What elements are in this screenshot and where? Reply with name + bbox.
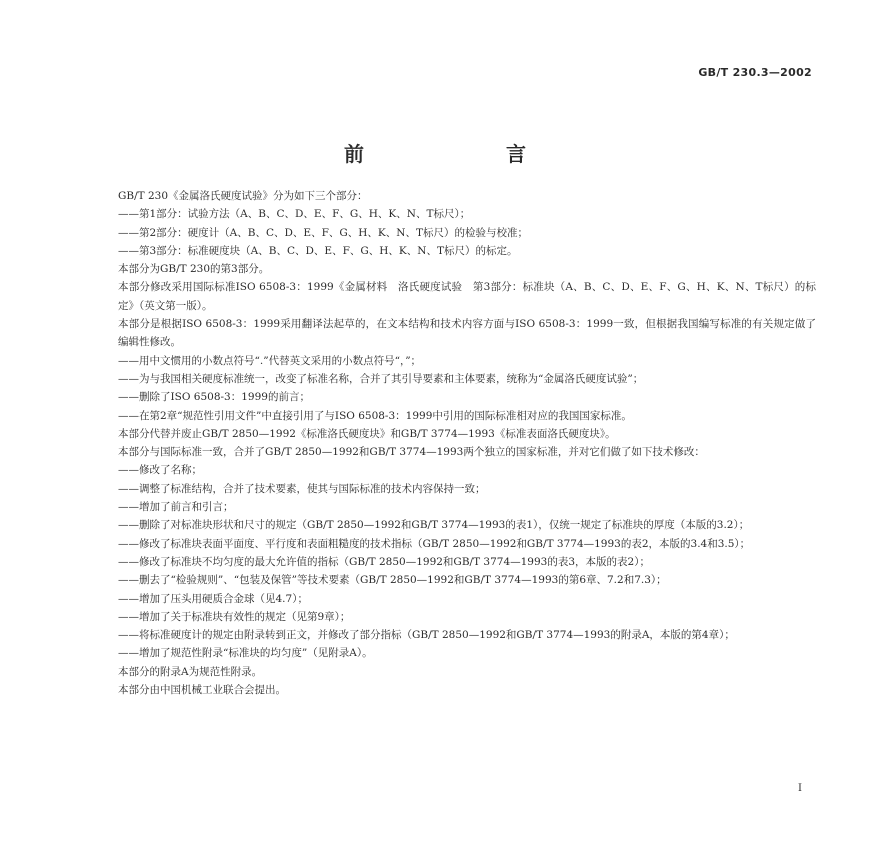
list-item: ——删除了ISO 6508-3：1999的前言； bbox=[118, 391, 310, 404]
list-item: ——为与我国相关硬度标准统一，改变了标准名称，合并了其引导要素和主体要素，统称为“金属洛氏硬度试验”； bbox=[118, 372, 644, 385]
list-item: ——在第2章“规范性引用文件”中直接引用了与ISO 6508-3：1999中引用的国际标准相对应的我国国家标准。 bbox=[118, 409, 632, 422]
list-item: ——修改了标准块不均匀度的最大允许值的指标（GB/T 2850—1992和GB/T 3774—1993的表3，本版的表2）； bbox=[118, 555, 650, 568]
list-item: ——增加了压头用硬质合金球（见4.7）； bbox=[118, 592, 308, 605]
paragraph: GB/T 230《金属洛氏硬度试验》分为如下三个部分： bbox=[118, 190, 368, 202]
list-item: ——删除了对标准块形状和尺寸的规定（GB/T 2850—1992和GB/T 3774—1993的表1），仅统一规定了标准块的厚度（本版的3.2）； bbox=[118, 519, 750, 532]
list-item: ——删去了“检验规则”、“包装及保管”等技术要素（GB/T 2850—1992和GB/T 3774—1993的第6章、7.2和7.3）； bbox=[118, 574, 667, 587]
paragraph: 本部分为GB/T 230的第3部分。 bbox=[118, 263, 270, 276]
standard-code: GB/T 230.3—2002 bbox=[698, 66, 812, 79]
paragraph: 本部分代替并废止GB/T 2850—1992《标准洛氏硬度块》和GB/T 3774—1993《标准表面洛氏硬度块》。 bbox=[118, 427, 616, 440]
list-item: ——增加了关于标准块有效性的规定（见第9章）； bbox=[118, 610, 351, 623]
foreword-body bbox=[118, 187, 816, 699]
list-item: ——修改了名称； bbox=[118, 464, 202, 477]
list-item: ——修改了标准块表面平面度、平行度和表面粗糙度的技术指标（GB/T 2850—1992和GB/T 3774—1993的表2，本版的3.4和3.5）； bbox=[118, 537, 751, 550]
paragraph: 本部分与国际标准一致，合并了GB/T 2850—1992和GB/T 3774—1993两个独立的国家标准，并对它们做了如下技术修改： bbox=[118, 446, 705, 459]
paragraph: 本部分是根据ISO 6508-3：1999采用翻译法起草的，在文本结构和技术内容方面与ISO 6508-3：1999一致，但根据我国编写标准的有关规定做了编辑性修改。 bbox=[118, 318, 816, 349]
list-item: ——第3部分：标准硬度块（A、B、C、D、E、F、G、H、K、N、T标尺）的标定。 bbox=[118, 244, 518, 257]
list-item: ——增加了前言和引言； bbox=[118, 501, 234, 514]
list-item: ——第2部分：硬度计（A、B、C、D、E、F、G、H、K、N、T标尺）的检验与校准； bbox=[118, 226, 528, 239]
paragraph: 本部分修改采用国际标准ISO 6508-3：1999《金属材料 洛氏硬度试验 第3部分：标准块（A、B、C、D、E、F、G、H、K、N、T标尺）的标定》（英文第一版）。 bbox=[118, 281, 816, 312]
page-title: 前 言 bbox=[344, 142, 560, 166]
list-item: ——增加了规范性附录“标准块的均匀度”（见附录A）。 bbox=[118, 647, 373, 660]
list-item: ——用中文惯用的小数点符号“.”代替英文采用的小数点符号“，”； bbox=[118, 354, 422, 367]
paragraph: 本部分由中国机械工业联合会提出。 bbox=[118, 684, 286, 697]
list-item: ——第1部分：试验方法（A、B、C、D、E、F、G、H、K、N、T标尺）； bbox=[118, 208, 471, 221]
list-item: ——将标准硬度计的规定由附录转到正文，并修改了部分指标（GB/T 2850—1992和GB/T 3774—1993的附录A，本版的第4章）； bbox=[118, 629, 735, 642]
page-number: I bbox=[798, 783, 802, 794]
list-item: ——调整了标准结构，合并了技术要素，使其与国际标准的技术内容保持一致； bbox=[118, 482, 486, 495]
paragraph: 本部分的附录A为规范性附录。 bbox=[118, 665, 263, 678]
